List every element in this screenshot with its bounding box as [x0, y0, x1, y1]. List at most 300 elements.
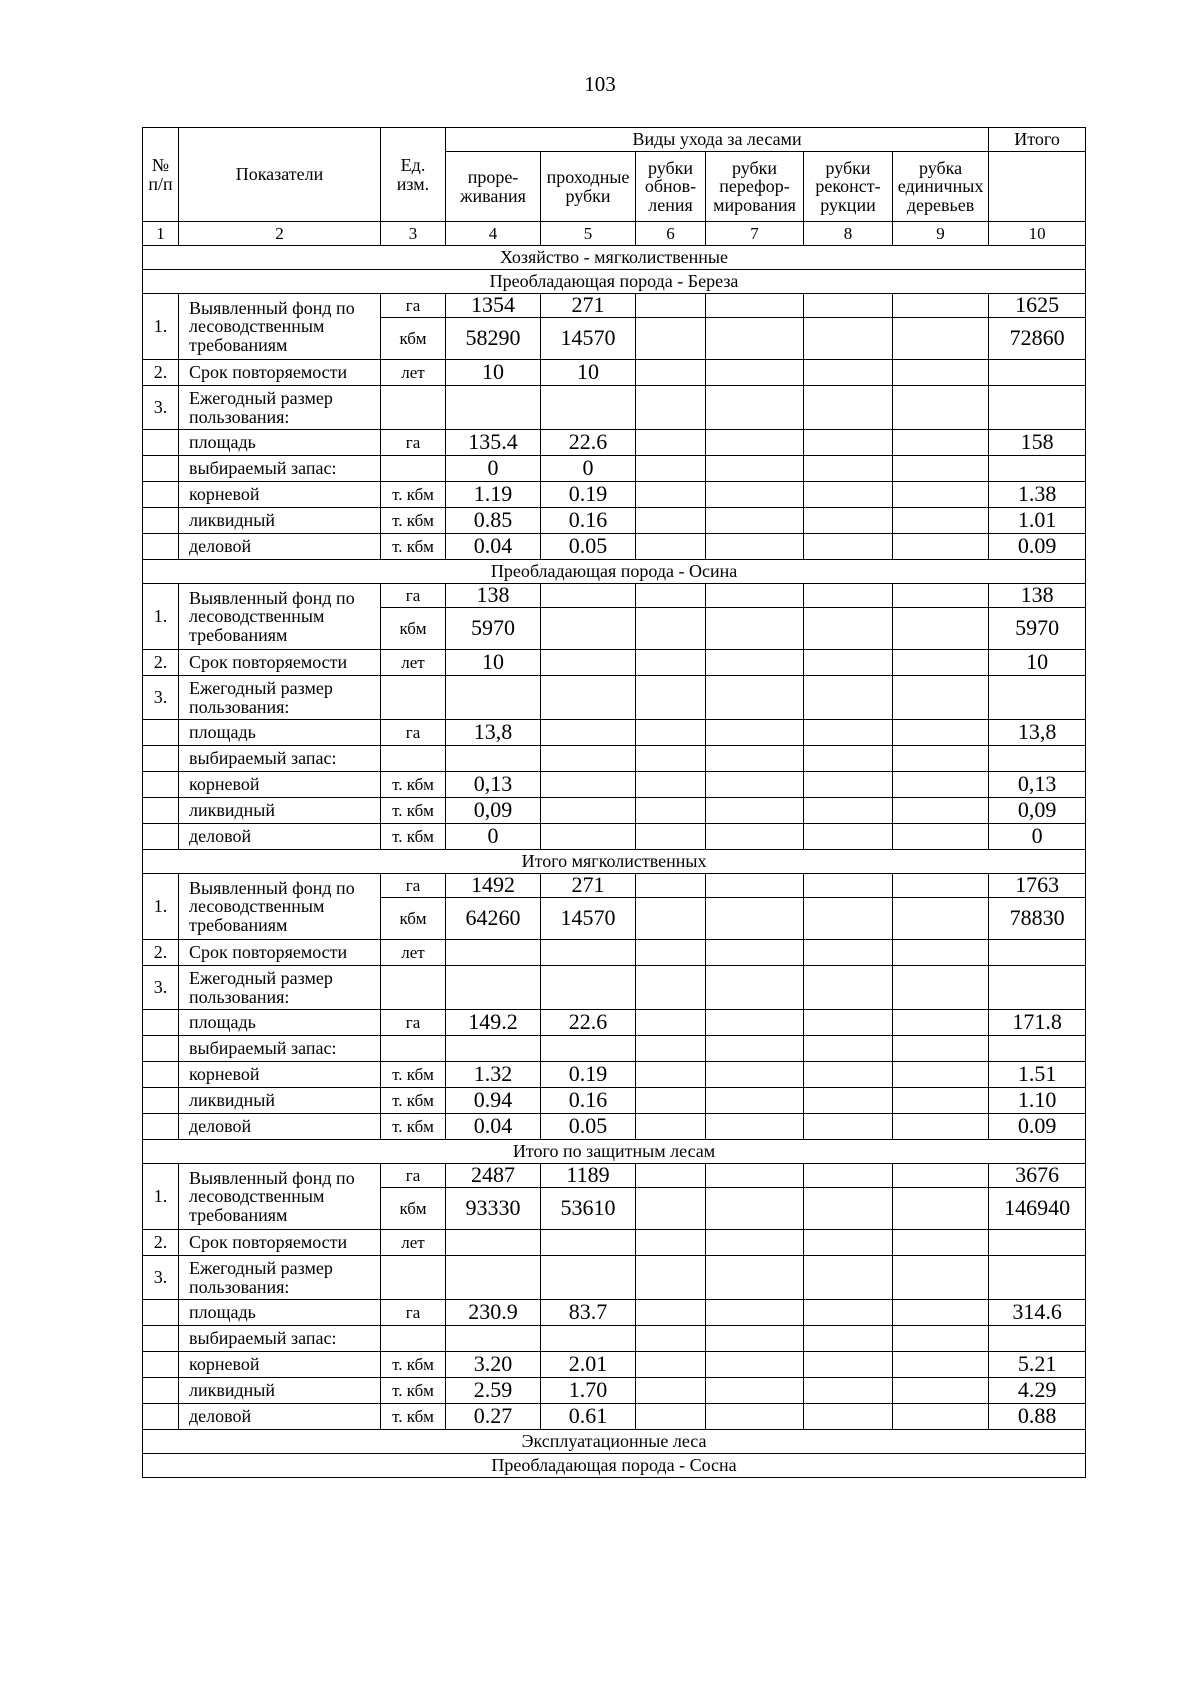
col-number: 3: [381, 222, 446, 246]
empty-cell: [706, 1062, 804, 1088]
value-thinning: 13,8: [446, 720, 541, 746]
value-passage: 53610: [541, 1188, 636, 1230]
value-thinning: [446, 1326, 541, 1352]
row-index: [143, 746, 179, 772]
col-number: 2: [179, 222, 381, 246]
value-thinning: 0.04: [446, 534, 541, 560]
table-row: [143, 534, 1086, 560]
row-index: 3.: [143, 386, 179, 430]
row-unit: [381, 1256, 446, 1300]
value-passage: 0.05: [541, 534, 636, 560]
empty-cell: [636, 608, 706, 650]
empty-cell: [804, 824, 893, 850]
empty-cell: [893, 360, 989, 386]
table-row: [143, 584, 1086, 608]
empty-cell: [636, 360, 706, 386]
empty-cell: [804, 1256, 893, 1300]
empty-cell: [893, 966, 989, 1010]
row-unit: лет: [381, 650, 446, 676]
empty-cell: [893, 1300, 989, 1326]
row-index: [143, 508, 179, 534]
empty-cell: [706, 898, 804, 940]
value-thinning: 1.32: [446, 1062, 541, 1088]
empty-cell: [706, 676, 804, 720]
empty-cell: [893, 720, 989, 746]
value-passage: [541, 824, 636, 850]
row-unit: т. кбм: [381, 1088, 446, 1114]
row-unit: т. кбм: [381, 772, 446, 798]
table-row: [143, 720, 1086, 746]
col-number: 1: [143, 222, 179, 246]
header-type-passage: проходные рубки: [541, 152, 636, 222]
empty-cell: [893, 1378, 989, 1404]
table-row: [143, 824, 1086, 850]
empty-cell: [804, 1326, 893, 1352]
value-thinning: 3.20: [446, 1352, 541, 1378]
header-group: Виды ухода за лесами: [446, 128, 989, 152]
row-unit: т. кбм: [381, 1404, 446, 1430]
row-index: 1.: [143, 874, 179, 940]
table-row: [143, 360, 1086, 386]
empty-cell: [636, 966, 706, 1010]
value-passage: [541, 940, 636, 966]
empty-cell: [636, 1088, 706, 1114]
empty-cell: [804, 534, 893, 560]
empty-cell: [706, 1164, 804, 1188]
empty-cell: [446, 966, 541, 1010]
empty-cell: [446, 386, 541, 430]
empty-cell: [636, 1300, 706, 1326]
empty-cell: [706, 608, 804, 650]
row-unit: кбм: [381, 608, 446, 650]
value-thinning: 64260: [446, 898, 541, 940]
row-index: 2.: [143, 1230, 179, 1256]
row-index: [143, 1114, 179, 1140]
empty-cell: [706, 508, 804, 534]
empty-cell: [804, 1352, 893, 1378]
row-unit: га: [381, 1300, 446, 1326]
empty-cell: [804, 360, 893, 386]
empty-cell: [893, 1188, 989, 1230]
row-index: [143, 534, 179, 560]
empty-cell: [989, 676, 1086, 720]
section-title: Преобладающая порода - Осина: [143, 560, 1086, 584]
row-label: деловой: [179, 1114, 381, 1140]
empty-cell: [541, 676, 636, 720]
value-passage: 0.16: [541, 508, 636, 534]
empty-cell: [706, 746, 804, 772]
value-passage: [541, 798, 636, 824]
empty-cell: [706, 966, 804, 1010]
row-index: 1.: [143, 294, 179, 360]
empty-cell: [636, 772, 706, 798]
empty-cell: [706, 772, 804, 798]
header-type-renewal: рубки обнов-ления: [636, 152, 706, 222]
value-thinning: [446, 746, 541, 772]
row-label: ликвидный: [179, 1088, 381, 1114]
row-label: корневой: [179, 772, 381, 798]
table-row: [143, 650, 1086, 676]
value-passage: 10: [541, 360, 636, 386]
col-number: 4: [446, 222, 541, 246]
empty-cell: [636, 1378, 706, 1404]
empty-cell: [804, 676, 893, 720]
row-index: [143, 1036, 179, 1062]
row-index: 3.: [143, 676, 179, 720]
value-total: 1625: [989, 294, 1086, 318]
value-thinning: 1.19: [446, 482, 541, 508]
row-unit: га: [381, 1010, 446, 1036]
value-total: 3676: [989, 1164, 1086, 1188]
value-passage: [541, 608, 636, 650]
section-title: Эксплуатационные леса: [143, 1430, 1086, 1454]
table-row: [143, 940, 1086, 966]
empty-cell: [636, 294, 706, 318]
empty-cell: [706, 1114, 804, 1140]
empty-cell: [636, 874, 706, 898]
row-label: площадь: [179, 430, 381, 456]
value-thinning: 5970: [446, 608, 541, 650]
empty-cell: [706, 720, 804, 746]
empty-cell: [893, 1404, 989, 1430]
table-row: [143, 746, 1086, 772]
row-unit: га: [381, 294, 446, 318]
empty-cell: [636, 386, 706, 430]
empty-cell: [804, 456, 893, 482]
row-unit: [381, 1326, 446, 1352]
value-total: 0,13: [989, 772, 1086, 798]
row-label: Срок повторяемости: [179, 940, 381, 966]
empty-cell: [893, 746, 989, 772]
empty-cell: [893, 1036, 989, 1062]
section-title: Итого мягколиственных: [143, 850, 1086, 874]
row-index: [143, 1352, 179, 1378]
empty-cell: [706, 430, 804, 456]
empty-cell: [893, 1114, 989, 1140]
empty-cell: [989, 386, 1086, 430]
empty-cell: [706, 456, 804, 482]
value-passage: 0.19: [541, 1062, 636, 1088]
value-thinning: 10: [446, 360, 541, 386]
row-index: 3.: [143, 1256, 179, 1300]
value-thinning: 93330: [446, 1188, 541, 1230]
col-number: 5: [541, 222, 636, 246]
value-thinning: 0,13: [446, 772, 541, 798]
row-label: деловой: [179, 1404, 381, 1430]
value-total: 158: [989, 430, 1086, 456]
value-total: [989, 1326, 1086, 1352]
section-title: Итого по защитным лесам: [143, 1140, 1086, 1164]
header-unit: Ед. изм.: [381, 128, 446, 222]
empty-cell: [893, 482, 989, 508]
value-total: 0.09: [989, 534, 1086, 560]
empty-cell: [804, 482, 893, 508]
row-unit: кбм: [381, 318, 446, 360]
value-total: 5.21: [989, 1352, 1086, 1378]
value-total: [989, 1230, 1086, 1256]
row-index: 3.: [143, 966, 179, 1010]
row-unit: [381, 456, 446, 482]
value-total: [989, 940, 1086, 966]
row-unit: [381, 386, 446, 430]
row-unit: га: [381, 584, 446, 608]
value-total: 0,09: [989, 798, 1086, 824]
empty-cell: [706, 1036, 804, 1062]
header-total-blank: [989, 152, 1086, 222]
value-passage: [541, 720, 636, 746]
row-label: ликвидный: [179, 798, 381, 824]
header-total: Итого: [989, 128, 1086, 152]
empty-cell: [893, 772, 989, 798]
value-passage: 22.6: [541, 1010, 636, 1036]
row-index: [143, 1326, 179, 1352]
empty-cell: [804, 650, 893, 676]
empty-cell: [804, 1114, 893, 1140]
header-type-single-trees: рубка единичных деревьев: [893, 152, 989, 222]
value-total: 1.01: [989, 508, 1086, 534]
row-label: выбираемый запас:: [179, 1326, 381, 1352]
empty-cell: [541, 1256, 636, 1300]
empty-cell: [989, 1256, 1086, 1300]
value-thinning: 2.59: [446, 1378, 541, 1404]
empty-cell: [706, 1404, 804, 1430]
row-label: выбираемый запас:: [179, 1036, 381, 1062]
empty-cell: [636, 456, 706, 482]
row-index: [143, 482, 179, 508]
row-index: [143, 824, 179, 850]
value-passage: [541, 746, 636, 772]
row-unit: т. кбм: [381, 482, 446, 508]
row-label: Срок повторяемости: [179, 360, 381, 386]
empty-cell: [893, 1326, 989, 1352]
row-unit: [381, 676, 446, 720]
empty-cell: [636, 898, 706, 940]
value-total: [989, 360, 1086, 386]
row-index: 1.: [143, 1164, 179, 1230]
row-label: Выявленный фонд по лесоводственным требованиям: [179, 294, 381, 360]
row-label: корневой: [179, 482, 381, 508]
empty-cell: [804, 1164, 893, 1188]
row-unit: т. кбм: [381, 798, 446, 824]
value-total: 1.51: [989, 1062, 1086, 1088]
empty-cell: [804, 1088, 893, 1114]
empty-cell: [893, 584, 989, 608]
table-row: [143, 1036, 1086, 1062]
page-number: 103: [584, 72, 616, 96]
empty-cell: [804, 1404, 893, 1430]
row-unit: [381, 966, 446, 1010]
empty-cell: [636, 1010, 706, 1036]
row-unit: га: [381, 720, 446, 746]
empty-cell: [706, 294, 804, 318]
empty-cell: [893, 1256, 989, 1300]
empty-cell: [706, 584, 804, 608]
row-unit: т. кбм: [381, 1062, 446, 1088]
table-row: [143, 1010, 1086, 1036]
empty-cell: [636, 534, 706, 560]
row-index: 2.: [143, 940, 179, 966]
table-row: [143, 1352, 1086, 1378]
empty-cell: [636, 824, 706, 850]
table-row: [143, 294, 1086, 318]
table-row: [143, 1114, 1086, 1140]
value-thinning: 58290: [446, 318, 541, 360]
empty-cell: [804, 608, 893, 650]
value-thinning: 138: [446, 584, 541, 608]
empty-cell: [636, 798, 706, 824]
empty-cell: [636, 676, 706, 720]
empty-cell: [706, 360, 804, 386]
value-thinning: 0.27: [446, 1404, 541, 1430]
empty-cell: [893, 898, 989, 940]
value-total: [989, 746, 1086, 772]
empty-cell: [706, 1188, 804, 1230]
row-unit: кбм: [381, 1188, 446, 1230]
empty-cell: [706, 1300, 804, 1326]
value-total: 4.29: [989, 1378, 1086, 1404]
empty-cell: [636, 508, 706, 534]
section-title: Преобладающая порода - Береза: [143, 270, 1086, 294]
empty-cell: [636, 1256, 706, 1300]
row-index: 2.: [143, 650, 179, 676]
value-total: 314.6: [989, 1300, 1086, 1326]
header-no: № п/п: [143, 128, 179, 222]
value-thinning: [446, 1230, 541, 1256]
col-number: 9: [893, 222, 989, 246]
value-total: 0.88: [989, 1404, 1086, 1430]
value-total: 0: [989, 824, 1086, 850]
value-passage: 1.70: [541, 1378, 636, 1404]
row-unit: лет: [381, 1230, 446, 1256]
empty-cell: [893, 608, 989, 650]
empty-cell: [893, 508, 989, 534]
value-total: 1.10: [989, 1088, 1086, 1114]
row-label: ликвидный: [179, 1378, 381, 1404]
empty-cell: [893, 456, 989, 482]
value-thinning: 135.4: [446, 430, 541, 456]
col-number: 6: [636, 222, 706, 246]
empty-cell: [893, 824, 989, 850]
value-total: 1763: [989, 874, 1086, 898]
row-label: Срок повторяемости: [179, 1230, 381, 1256]
value-passage: 0.05: [541, 1114, 636, 1140]
row-label: площадь: [179, 1300, 381, 1326]
empty-cell: [804, 746, 893, 772]
row-unit: лет: [381, 940, 446, 966]
forest-care-table: [142, 127, 1086, 1478]
row-index: [143, 1062, 179, 1088]
empty-cell: [706, 1256, 804, 1300]
row-unit: га: [381, 430, 446, 456]
table-row: [143, 482, 1086, 508]
table-row: [143, 676, 1086, 720]
value-thinning: 0: [446, 824, 541, 850]
row-unit: т. кбм: [381, 1378, 446, 1404]
value-thinning: 2487: [446, 1164, 541, 1188]
row-unit: га: [381, 874, 446, 898]
empty-cell: [706, 318, 804, 360]
value-total: 171.8: [989, 1010, 1086, 1036]
value-total: [989, 456, 1086, 482]
value-passage: 1189: [541, 1164, 636, 1188]
empty-cell: [893, 650, 989, 676]
empty-cell: [636, 720, 706, 746]
empty-cell: [804, 772, 893, 798]
value-passage: 0.19: [541, 482, 636, 508]
table-row: [143, 1378, 1086, 1404]
empty-cell: [636, 1188, 706, 1230]
empty-cell: [706, 1230, 804, 1256]
table-row: [143, 772, 1086, 798]
table-row: [143, 874, 1086, 898]
empty-cell: [893, 318, 989, 360]
value-total: 78830: [989, 898, 1086, 940]
empty-cell: [893, 386, 989, 430]
header-type-thinning: проре-живания: [446, 152, 541, 222]
row-label: Выявленный фонд по лесоводственным требованиям: [179, 874, 381, 940]
value-passage: [541, 1230, 636, 1256]
empty-cell: [706, 482, 804, 508]
empty-cell: [893, 798, 989, 824]
value-passage: [541, 584, 636, 608]
row-index: [143, 1010, 179, 1036]
value-total: 1.38: [989, 482, 1086, 508]
value-passage: [541, 1036, 636, 1062]
table-row: [143, 386, 1086, 430]
row-label: Срок повторяемости: [179, 650, 381, 676]
row-index: 2.: [143, 360, 179, 386]
value-total: 72860: [989, 318, 1086, 360]
row-unit: [381, 1036, 446, 1062]
row-label: выбираемый запас:: [179, 746, 381, 772]
empty-cell: [893, 1230, 989, 1256]
empty-cell: [706, 386, 804, 430]
value-passage: [541, 1326, 636, 1352]
row-label: деловой: [179, 534, 381, 560]
empty-cell: [636, 650, 706, 676]
value-total: 13,8: [989, 720, 1086, 746]
col-number: 7: [706, 222, 804, 246]
row-label: площадь: [179, 720, 381, 746]
empty-cell: [893, 430, 989, 456]
empty-cell: [804, 1188, 893, 1230]
row-index: [143, 1088, 179, 1114]
value-passage: 14570: [541, 318, 636, 360]
row-index: [143, 1378, 179, 1404]
value-passage: 83.7: [541, 1300, 636, 1326]
empty-cell: [636, 482, 706, 508]
empty-cell: [541, 386, 636, 430]
value-passage: 0.16: [541, 1088, 636, 1114]
empty-cell: [804, 966, 893, 1010]
section-title: Хозяйство - мягколиственные: [143, 246, 1086, 270]
empty-cell: [804, 720, 893, 746]
empty-cell: [636, 1114, 706, 1140]
empty-cell: [804, 318, 893, 360]
empty-cell: [804, 584, 893, 608]
row-label: Ежегодный размер пользования:: [179, 1256, 381, 1300]
row-index: [143, 798, 179, 824]
empty-cell: [804, 1300, 893, 1326]
empty-cell: [804, 874, 893, 898]
row-unit: т. кбм: [381, 508, 446, 534]
table-row: [143, 1230, 1086, 1256]
empty-cell: [636, 1164, 706, 1188]
empty-cell: [636, 430, 706, 456]
empty-cell: [706, 798, 804, 824]
table-row: [143, 1326, 1086, 1352]
empty-cell: [804, 898, 893, 940]
